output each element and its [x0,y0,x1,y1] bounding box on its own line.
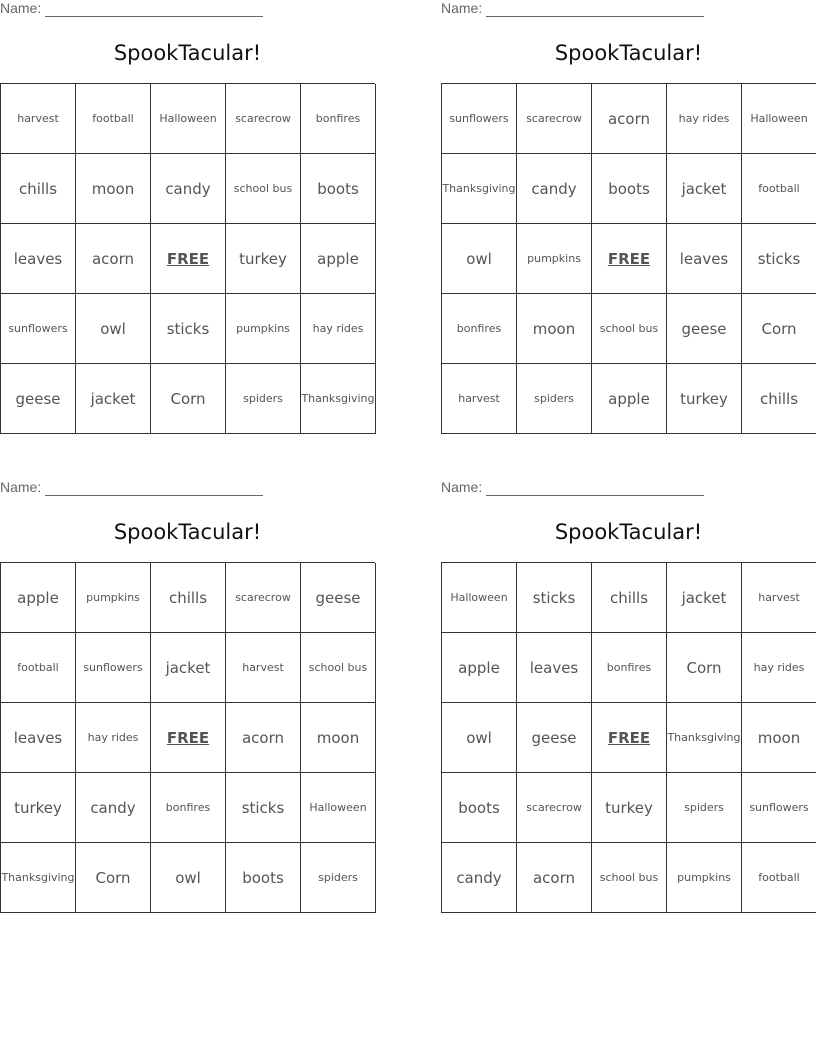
bingo-cell: chills [592,563,667,633]
bingo-card-2 [441,0,816,434]
card-title: SpookTacular! [113,40,262,65]
bingo-cell: Corn [742,294,816,364]
card-title: SpookTacular! [113,519,262,544]
name-row [0,479,375,501]
bingo-cell: Corn [667,633,742,703]
name-line [45,0,263,17]
bingo-grid [0,83,375,434]
bingo-cell: jacket [151,633,226,703]
bingo-cell: hay rides [742,633,816,703]
bingo-cell: leaves [1,703,76,773]
bingo-cell: spiders [667,773,742,843]
name-label: Name: [441,0,483,16]
bingo-cell: pumpkins [76,563,151,633]
bingo-cell: Corn [151,364,226,434]
bingo-cell: harvest [742,563,816,633]
bingo-cell: geese [301,563,376,633]
bingo-cell: owl [76,294,151,364]
bingo-cell: football [742,154,816,224]
bingo-cell: school bus [301,633,376,703]
name-label: Name: [441,479,483,495]
bingo-cell: boots [442,773,517,843]
bingo-cell: chills [151,563,226,633]
name-row [0,0,375,22]
bingo-cell: sunflowers [1,294,76,364]
name-label: Name: [0,479,42,495]
bingo-cell: apple [592,364,667,434]
name-row [441,479,816,501]
bingo-cell: scarecrow [517,773,592,843]
bingo-cell: pumpkins [517,224,592,294]
bingo-cell: moon [76,154,151,224]
bingo-cell: sticks [517,563,592,633]
bingo-cell: owl [442,224,517,294]
bingo-cell: owl [151,843,226,913]
bingo-cell: harvest [1,84,76,154]
bingo-cell: boots [226,843,301,913]
bingo-cell: school bus [226,154,301,224]
bingo-card-1 [0,0,375,434]
bingo-cell: scarecrow [517,84,592,154]
bingo-cell: candy [517,154,592,224]
bingo-cell: FREE [151,224,226,294]
bingo-cell: leaves [667,224,742,294]
bingo-cell: FREE [592,224,667,294]
bingo-cell: bonfires [442,294,517,364]
bingo-cell: scarecrow [226,84,301,154]
bingo-cell: leaves [517,633,592,703]
bingo-cell: moon [742,703,816,773]
bingo-cell: football [76,84,151,154]
bingo-card-3 [0,479,375,913]
bingo-cell: football [742,843,816,913]
bingo-cell: jacket [667,154,742,224]
bingo-cell: FREE [592,703,667,773]
bingo-cell: harvest [442,364,517,434]
bingo-cell: apple [442,633,517,703]
bingo-cell: turkey [1,773,76,843]
card-title: SpookTacular! [554,519,703,544]
bingo-cell: Halloween [151,84,226,154]
name-label: Name: [0,0,42,16]
bingo-cell: hay rides [667,84,742,154]
bingo-cell: acorn [226,703,301,773]
bingo-cell: chills [1,154,76,224]
bingo-cell: sticks [742,224,816,294]
bingo-cell: jacket [667,563,742,633]
bingo-cell: scarecrow [226,563,301,633]
bingo-cell: candy [76,773,151,843]
bingo-cell: geese [1,364,76,434]
bingo-cell: acorn [517,843,592,913]
bingo-cell: boots [301,154,376,224]
name-line [486,0,704,17]
bingo-cell: turkey [592,773,667,843]
bingo-cell: sticks [226,773,301,843]
bingo-cell: bonfires [592,633,667,703]
name-line [486,479,704,496]
bingo-cell: bonfires [301,84,376,154]
bingo-cell: bonfires [151,773,226,843]
bingo-cell: harvest [226,633,301,703]
bingo-cell: Thanksgiving [442,154,517,224]
bingo-cell: sunflowers [742,773,816,843]
bingo-cell: apple [301,224,376,294]
bingo-cell: turkey [226,224,301,294]
bingo-cell: acorn [592,84,667,154]
bingo-cell: spiders [301,843,376,913]
bingo-cell: geese [667,294,742,364]
bingo-cell: football [1,633,76,703]
bingo-cell: chills [742,364,816,434]
bingo-cell: moon [517,294,592,364]
bingo-cell: sunflowers [442,84,517,154]
bingo-cell: pumpkins [667,843,742,913]
bingo-cell: candy [151,154,226,224]
bingo-cell: Halloween [442,563,517,633]
bingo-cell: school bus [592,294,667,364]
bingo-cell: hay rides [301,294,376,364]
bingo-cell: acorn [76,224,151,294]
bingo-cell: sticks [151,294,226,364]
bingo-cell: FREE [151,703,226,773]
bingo-cell: owl [442,703,517,773]
bingo-grid [441,562,816,913]
bingo-card-4 [441,479,816,913]
bingo-cell: turkey [667,364,742,434]
bingo-cell: sunflowers [76,633,151,703]
bingo-cell: pumpkins [226,294,301,364]
bingo-cell: hay rides [76,703,151,773]
bingo-cell: leaves [1,224,76,294]
card-title: SpookTacular! [554,40,703,65]
bingo-cell: Thanksgiving [667,703,742,773]
bingo-grid [0,562,375,913]
bingo-cell: spiders [226,364,301,434]
bingo-cell: candy [442,843,517,913]
bingo-cell: Thanksgiving [301,364,376,434]
bingo-cell: jacket [76,364,151,434]
bingo-cell: geese [517,703,592,773]
bingo-cell: school bus [592,843,667,913]
name-row [441,0,816,22]
bingo-cell: moon [301,703,376,773]
bingo-cell: Halloween [742,84,816,154]
bingo-cell: Halloween [301,773,376,843]
bingo-cell: Thanksgiving [1,843,76,913]
bingo-cell: boots [592,154,667,224]
bingo-cell: spiders [517,364,592,434]
name-line [45,479,263,496]
bingo-cell: apple [1,563,76,633]
bingo-cell: Corn [76,843,151,913]
bingo-grid [441,83,816,434]
